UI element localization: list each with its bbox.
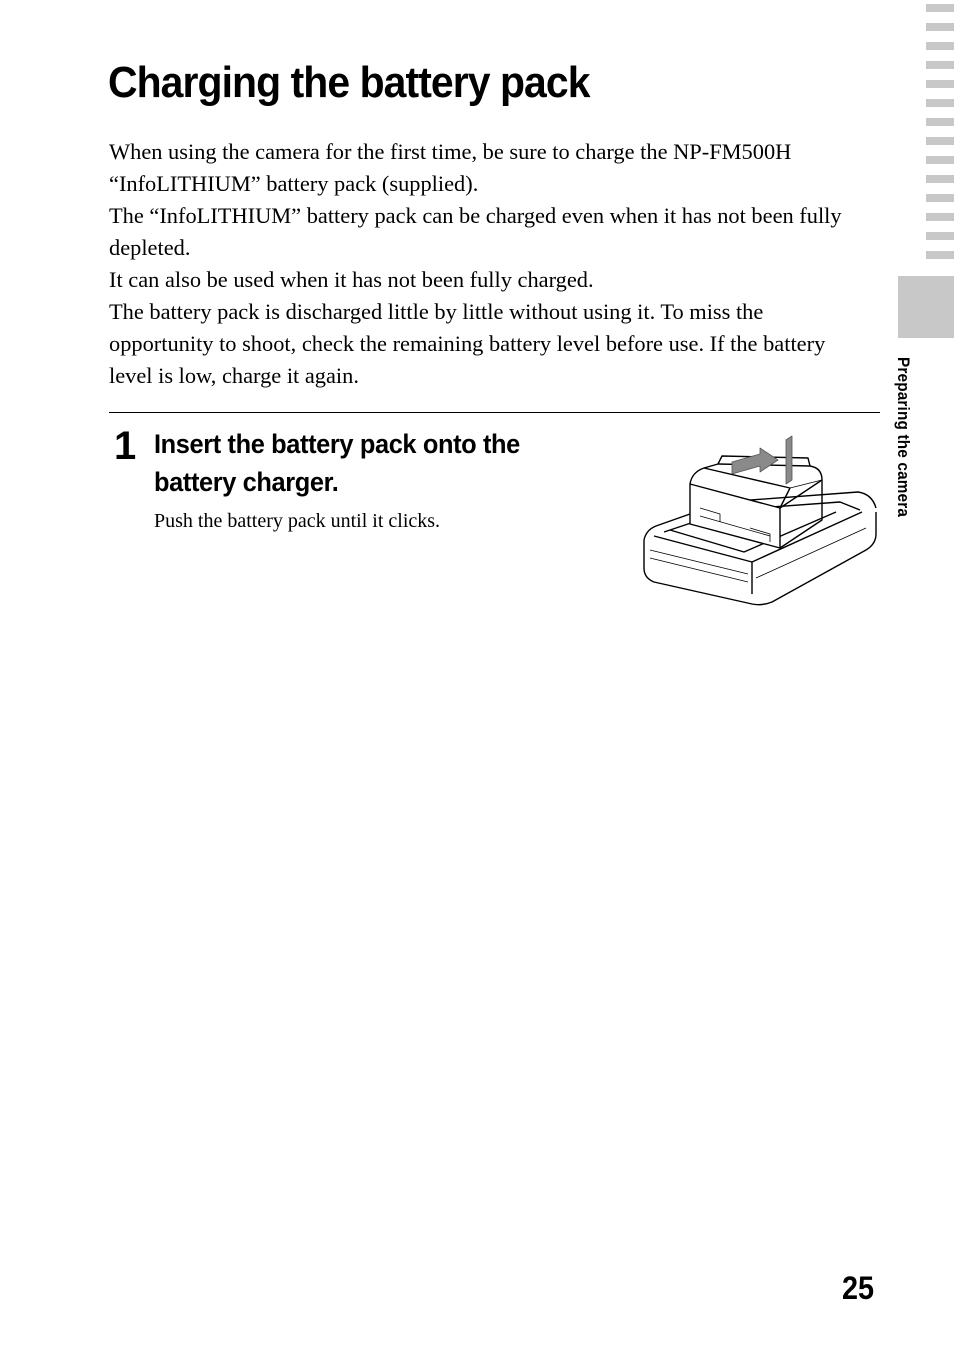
- section-side-label: Preparing the camera: [894, 357, 913, 518]
- section-divider: [109, 412, 880, 413]
- intro-text: [109, 136, 869, 392]
- page-number: 25: [842, 1270, 875, 1306]
- thumb-index-active-tab: [898, 276, 954, 338]
- battery-pack-icon: [690, 456, 822, 548]
- intro-paragraph: When using the camera for the first time, be sure to charge the NP-FM500H “InfoLITHIUM” battery pack (supplied).: [109, 139, 792, 196]
- step-heading: Insert the battery pack onto the battery charger.: [154, 429, 520, 497]
- battery-charger-illustration: [640, 432, 880, 608]
- step-note: Push the battery pack until it clicks.: [154, 510, 441, 532]
- intro-paragraph: The “InfoLITHIUM” battery pack can be charged even when it has not been fully depleted.: [109, 203, 842, 260]
- page-title: Charging the battery pack: [108, 58, 590, 107]
- intro-paragraph: The battery pack is discharged little by little without using it. To miss the opportunity to shoot, check the remaining battery level before use. If the battery level is low, charge it again.: [109, 299, 826, 388]
- thumb-index-strip: [926, 0, 954, 270]
- step-number: 1: [114, 424, 137, 468]
- intro-paragraph: It can also be used when it has not been fully charged.: [109, 267, 594, 292]
